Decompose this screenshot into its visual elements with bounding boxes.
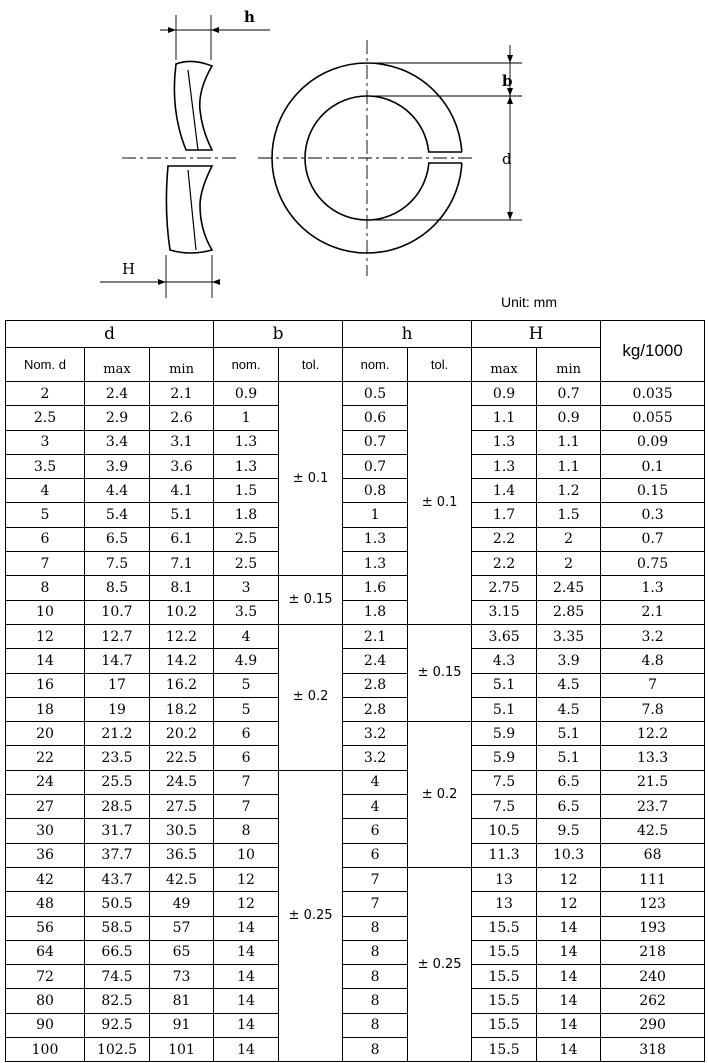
cell-H-min: 1.1 bbox=[537, 430, 601, 454]
table-row bbox=[6, 965, 705, 989]
cell-kg: 111 bbox=[601, 867, 705, 891]
cell-H-max: 5.1 bbox=[472, 673, 537, 697]
cell-d-max: 92.5 bbox=[85, 1013, 150, 1037]
table-row bbox=[6, 940, 705, 964]
cell-d-min: 5.1 bbox=[150, 503, 214, 527]
cell-h-nom: 0.6 bbox=[343, 406, 408, 430]
cell-nom-d: 42 bbox=[6, 867, 85, 891]
cell-H-min: 1.2 bbox=[537, 479, 601, 503]
cell-d-max: 2.4 bbox=[85, 382, 150, 406]
cell-h-tol: ± 0.25 bbox=[408, 867, 472, 1061]
cell-nom-d: 56 bbox=[6, 916, 85, 940]
cell-b-nom: 10 bbox=[214, 843, 279, 867]
cell-H-max: 1.3 bbox=[472, 430, 537, 454]
cell-nom-d: 7 bbox=[6, 552, 85, 576]
cell-d-max: 23.5 bbox=[85, 746, 150, 770]
cell-d-max: 3.4 bbox=[85, 430, 150, 454]
table-row bbox=[6, 552, 705, 576]
cell-H-max: 5.9 bbox=[472, 722, 537, 746]
cell-d-min: 3.6 bbox=[150, 454, 214, 478]
cell-kg: 318 bbox=[601, 1038, 705, 1062]
cell-H-min: 3.9 bbox=[537, 649, 601, 673]
cell-nom-d: 14 bbox=[6, 649, 85, 673]
cell-b-nom: 6 bbox=[214, 722, 279, 746]
header-b-nom: nom. bbox=[214, 348, 279, 382]
cell-kg: 2.1 bbox=[601, 600, 705, 624]
header-h: h bbox=[343, 321, 472, 348]
cell-b-nom: 0.9 bbox=[214, 382, 279, 406]
cell-b-nom: 3 bbox=[214, 576, 279, 600]
cell-h-tol: ± 0.1 bbox=[408, 382, 472, 625]
cell-d-min: 7.1 bbox=[150, 552, 214, 576]
cell-H-min: 14 bbox=[537, 989, 601, 1013]
cell-d-min: 27.5 bbox=[150, 795, 214, 819]
cell-H-max: 15.5 bbox=[472, 1013, 537, 1037]
cell-nom-d: 80 bbox=[6, 989, 85, 1013]
cell-h-nom: 8 bbox=[343, 916, 408, 940]
cell-nom-d: 48 bbox=[6, 892, 85, 916]
cell-H-max: 1.4 bbox=[472, 479, 537, 503]
cell-d-min: 3.1 bbox=[150, 430, 214, 454]
cell-b-nom: 14 bbox=[214, 916, 279, 940]
table-row bbox=[6, 746, 705, 770]
cell-d-min: 91 bbox=[150, 1013, 214, 1037]
cell-H-max: 2.2 bbox=[472, 552, 537, 576]
cell-d-min: 22.5 bbox=[150, 746, 214, 770]
cell-d-max: 14.7 bbox=[85, 649, 150, 673]
cell-h-nom: 8 bbox=[343, 965, 408, 989]
cell-b-nom: 12 bbox=[214, 867, 279, 891]
table-row bbox=[6, 649, 705, 673]
cell-b-nom: 2.5 bbox=[214, 527, 279, 551]
cell-kg: 4.8 bbox=[601, 649, 705, 673]
cell-H-min: 0.9 bbox=[537, 406, 601, 430]
cell-d-max: 19 bbox=[85, 697, 150, 721]
table-row bbox=[6, 867, 705, 891]
cell-kg: 193 bbox=[601, 916, 705, 940]
header-h-nom: nom. bbox=[343, 348, 408, 382]
cell-b-nom: 14 bbox=[214, 1038, 279, 1062]
label-H: H bbox=[122, 260, 136, 278]
cell-h-nom: 6 bbox=[343, 843, 408, 867]
cell-H-max: 2.2 bbox=[472, 527, 537, 551]
cell-d-max: 10.7 bbox=[85, 600, 150, 624]
cell-h-nom: 1.3 bbox=[343, 527, 408, 551]
cell-kg: 0.055 bbox=[601, 406, 705, 430]
cell-h-nom: 4 bbox=[343, 770, 408, 794]
cell-d-max: 21.2 bbox=[85, 722, 150, 746]
table-row bbox=[6, 697, 705, 721]
cell-d-max: 28.5 bbox=[85, 795, 150, 819]
cell-H-max: 7.5 bbox=[472, 795, 537, 819]
cell-kg: 0.15 bbox=[601, 479, 705, 503]
cell-d-max: 4.4 bbox=[85, 479, 150, 503]
cell-h-nom: 2.1 bbox=[343, 624, 408, 648]
cell-kg: 0.75 bbox=[601, 552, 705, 576]
header-d-min: min bbox=[150, 348, 214, 382]
cell-d-min: 30.5 bbox=[150, 819, 214, 843]
cell-nom-d: 24 bbox=[6, 770, 85, 794]
cell-b-nom: 4 bbox=[214, 624, 279, 648]
cell-d-max: 37.7 bbox=[85, 843, 150, 867]
cell-d-min: 6.1 bbox=[150, 527, 214, 551]
cell-b-nom: 14 bbox=[214, 965, 279, 989]
cell-d-min: 73 bbox=[150, 965, 214, 989]
cell-h-nom: 1.6 bbox=[343, 576, 408, 600]
cell-nom-d: 18 bbox=[6, 697, 85, 721]
cell-b-nom: 2.5 bbox=[214, 552, 279, 576]
cell-h-nom: 1.8 bbox=[343, 600, 408, 624]
cell-b-nom: 8 bbox=[214, 819, 279, 843]
cell-kg: 7.8 bbox=[601, 697, 705, 721]
cell-h-nom: 2.8 bbox=[343, 697, 408, 721]
cell-h-nom: 8 bbox=[343, 1013, 408, 1037]
cell-H-min: 3.35 bbox=[537, 624, 601, 648]
cell-d-max: 74.5 bbox=[85, 965, 150, 989]
cell-nom-d: 64 bbox=[6, 940, 85, 964]
table-row bbox=[6, 843, 705, 867]
table-row bbox=[6, 430, 705, 454]
cell-b-nom: 6 bbox=[214, 746, 279, 770]
cell-H-max: 2.75 bbox=[472, 576, 537, 600]
cell-h-nom: 6 bbox=[343, 819, 408, 843]
cell-d-max: 12.7 bbox=[85, 624, 150, 648]
cell-kg: 218 bbox=[601, 940, 705, 964]
cell-H-max: 11.3 bbox=[472, 843, 537, 867]
cell-b-tol: ± 0.2 bbox=[279, 624, 343, 770]
cell-H-max: 1.1 bbox=[472, 406, 537, 430]
cell-d-min: 20.2 bbox=[150, 722, 214, 746]
cell-nom-d: 27 bbox=[6, 795, 85, 819]
cell-h-nom: 2.4 bbox=[343, 649, 408, 673]
cell-H-max: 3.65 bbox=[472, 624, 537, 648]
table-row bbox=[6, 576, 705, 600]
cell-d-min: 10.2 bbox=[150, 600, 214, 624]
cell-b-tol: ± 0.25 bbox=[279, 770, 343, 1062]
cell-H-min: 14 bbox=[537, 1038, 601, 1062]
cell-nom-d: 2 bbox=[6, 382, 85, 406]
cell-d-min: 42.5 bbox=[150, 867, 214, 891]
cell-b-nom: 7 bbox=[214, 795, 279, 819]
table-row bbox=[6, 795, 705, 819]
table-row bbox=[6, 989, 705, 1013]
cell-d-min: 57 bbox=[150, 916, 214, 940]
cell-d-max: 50.5 bbox=[85, 892, 150, 916]
cell-h-nom: 3.2 bbox=[343, 722, 408, 746]
cell-H-min: 9.5 bbox=[537, 819, 601, 843]
header-kg-per-1000: kg/1000 bbox=[601, 321, 705, 382]
cell-nom-d: 90 bbox=[6, 1013, 85, 1037]
cell-d-min: 14.2 bbox=[150, 649, 214, 673]
cell-H-max: 15.5 bbox=[472, 916, 537, 940]
cell-H-min: 2 bbox=[537, 527, 601, 551]
cell-b-nom: 1.3 bbox=[214, 454, 279, 478]
table-row bbox=[6, 722, 705, 746]
cell-d-max: 2.9 bbox=[85, 406, 150, 430]
cell-nom-d: 3.5 bbox=[6, 454, 85, 478]
cell-d-min: 16.2 bbox=[150, 673, 214, 697]
cell-H-min: 0.7 bbox=[537, 382, 601, 406]
cell-H-min: 1.1 bbox=[537, 454, 601, 478]
cell-b-nom: 14 bbox=[214, 1013, 279, 1037]
cell-b-nom: 5 bbox=[214, 673, 279, 697]
cell-nom-d: 5 bbox=[6, 503, 85, 527]
cell-b-tol: ± 0.15 bbox=[279, 576, 343, 625]
cell-kg: 3.2 bbox=[601, 624, 705, 648]
cell-b-nom: 5 bbox=[214, 697, 279, 721]
cell-nom-d: 22 bbox=[6, 746, 85, 770]
table-row bbox=[6, 916, 705, 940]
header-d: d bbox=[6, 321, 214, 348]
cell-kg: 42.5 bbox=[601, 819, 705, 843]
sub-header-row bbox=[6, 348, 705, 382]
cell-H-max: 15.5 bbox=[472, 940, 537, 964]
cell-kg: 0.1 bbox=[601, 454, 705, 478]
cell-b-nom: 14 bbox=[214, 940, 279, 964]
header-nom-d: Nom. d bbox=[6, 348, 85, 382]
cell-H-min: 14 bbox=[537, 940, 601, 964]
cell-d-min: 2.1 bbox=[150, 382, 214, 406]
cell-d-max: 6.5 bbox=[85, 527, 150, 551]
label-h: h bbox=[244, 8, 255, 26]
cell-h-nom: 8 bbox=[343, 1038, 408, 1062]
cell-b-nom: 1.3 bbox=[214, 430, 279, 454]
cell-d-min: 65 bbox=[150, 940, 214, 964]
table-row bbox=[6, 503, 705, 527]
washer-drawing bbox=[0, 0, 708, 318]
cell-H-min: 5.1 bbox=[537, 746, 601, 770]
cell-h-tol: ± 0.2 bbox=[408, 722, 472, 868]
spec-table-body bbox=[6, 382, 705, 1062]
cell-H-max: 1.7 bbox=[472, 503, 537, 527]
table-row bbox=[6, 382, 705, 406]
cell-H-min: 2.45 bbox=[537, 576, 601, 600]
cell-d-min: 49 bbox=[150, 892, 214, 916]
cell-kg: 12.2 bbox=[601, 722, 705, 746]
cell-b-nom: 4.9 bbox=[214, 649, 279, 673]
cell-nom-d: 20 bbox=[6, 722, 85, 746]
cell-H-min: 14 bbox=[537, 916, 601, 940]
cell-d-max: 5.4 bbox=[85, 503, 150, 527]
cell-nom-d: 8 bbox=[6, 576, 85, 600]
cell-H-min: 1.5 bbox=[537, 503, 601, 527]
cell-H-min: 2 bbox=[537, 552, 601, 576]
cell-H-max: 4.3 bbox=[472, 649, 537, 673]
cell-nom-d: 100 bbox=[6, 1038, 85, 1062]
cell-H-min: 4.5 bbox=[537, 673, 601, 697]
cell-b-tol: ± 0.1 bbox=[279, 382, 343, 576]
cell-kg: 240 bbox=[601, 965, 705, 989]
cell-d-min: 36.5 bbox=[150, 843, 214, 867]
cell-H-max: 0.9 bbox=[472, 382, 537, 406]
cell-nom-d: 16 bbox=[6, 673, 85, 697]
cell-kg: 0.3 bbox=[601, 503, 705, 527]
cell-H-max: 15.5 bbox=[472, 1038, 537, 1062]
cell-kg: 123 bbox=[601, 892, 705, 916]
cell-h-nom: 7 bbox=[343, 892, 408, 916]
cell-H-max: 3.15 bbox=[472, 600, 537, 624]
cell-nom-d: 36 bbox=[6, 843, 85, 867]
table-row bbox=[6, 1013, 705, 1037]
cell-kg: 0.09 bbox=[601, 430, 705, 454]
cell-d-max: 8.5 bbox=[85, 576, 150, 600]
header-d-max: max bbox=[85, 348, 150, 382]
cell-d-max: 43.7 bbox=[85, 867, 150, 891]
cell-d-max: 3.9 bbox=[85, 454, 150, 478]
cell-d-max: 102.5 bbox=[85, 1038, 150, 1062]
cell-H-max: 10.5 bbox=[472, 819, 537, 843]
cell-H-max: 5.1 bbox=[472, 697, 537, 721]
cell-H-max: 7.5 bbox=[472, 770, 537, 794]
cell-h-tol: ± 0.15 bbox=[408, 624, 472, 721]
cell-H-max: 13 bbox=[472, 892, 537, 916]
table-row bbox=[6, 600, 705, 624]
cell-d-max: 25.5 bbox=[85, 770, 150, 794]
cell-nom-d: 4 bbox=[6, 479, 85, 503]
cell-d-min: 18.2 bbox=[150, 697, 214, 721]
header-H-min: min bbox=[537, 348, 601, 382]
cell-b-nom: 12 bbox=[214, 892, 279, 916]
table-row bbox=[6, 406, 705, 430]
cell-h-nom: 8 bbox=[343, 940, 408, 964]
table-row bbox=[6, 673, 705, 697]
cell-kg: 262 bbox=[601, 989, 705, 1013]
table-row bbox=[6, 770, 705, 794]
cell-H-min: 14 bbox=[537, 965, 601, 989]
cell-H-min: 6.5 bbox=[537, 795, 601, 819]
washer-side-upper bbox=[174, 61, 212, 150]
cell-nom-d: 72 bbox=[6, 965, 85, 989]
cell-d-min: 12.2 bbox=[150, 624, 214, 648]
cell-H-min: 12 bbox=[537, 867, 601, 891]
cell-d-min: 101 bbox=[150, 1038, 214, 1062]
cell-b-nom: 7 bbox=[214, 770, 279, 794]
cell-H-min: 5.1 bbox=[537, 722, 601, 746]
cell-h-nom: 0.7 bbox=[343, 430, 408, 454]
cell-kg: 23.7 bbox=[601, 795, 705, 819]
cell-d-max: 82.5 bbox=[85, 989, 150, 1013]
cell-h-nom: 7 bbox=[343, 867, 408, 891]
cell-h-nom: 1 bbox=[343, 503, 408, 527]
cell-H-max: 1.3 bbox=[472, 454, 537, 478]
table-row bbox=[6, 454, 705, 478]
unit-label: Unit: mm bbox=[501, 294, 557, 310]
cell-d-max: 17 bbox=[85, 673, 150, 697]
cell-d-max: 31.7 bbox=[85, 819, 150, 843]
table-row bbox=[6, 624, 705, 648]
cell-nom-d: 3 bbox=[6, 430, 85, 454]
table-row bbox=[6, 1038, 705, 1062]
cell-kg: 21.5 bbox=[601, 770, 705, 794]
cell-h-nom: 1.3 bbox=[343, 552, 408, 576]
cell-h-nom: 3.2 bbox=[343, 746, 408, 770]
table-row bbox=[6, 892, 705, 916]
cell-H-max: 5.9 bbox=[472, 746, 537, 770]
cell-b-nom: 3.5 bbox=[214, 600, 279, 624]
cell-kg: 0.035 bbox=[601, 382, 705, 406]
cell-H-min: 6.5 bbox=[537, 770, 601, 794]
cell-H-min: 4.5 bbox=[537, 697, 601, 721]
table-row bbox=[6, 819, 705, 843]
cell-h-nom: 2.8 bbox=[343, 673, 408, 697]
cell-d-max: 7.5 bbox=[85, 552, 150, 576]
cell-h-nom: 0.7 bbox=[343, 454, 408, 478]
spring-washer-spec-table bbox=[5, 320, 705, 1062]
cell-H-max: 13 bbox=[472, 867, 537, 891]
label-b: b bbox=[502, 72, 513, 90]
cell-h-nom: 8 bbox=[343, 989, 408, 1013]
cell-d-min: 24.5 bbox=[150, 770, 214, 794]
cell-kg: 290 bbox=[601, 1013, 705, 1037]
header-b-tol: tol. bbox=[279, 348, 343, 382]
group-header-row bbox=[6, 321, 705, 348]
cell-d-min: 8.1 bbox=[150, 576, 214, 600]
cell-d-min: 2.6 bbox=[150, 406, 214, 430]
cell-h-nom: 4 bbox=[343, 795, 408, 819]
header-H: H bbox=[472, 321, 601, 348]
cell-H-min: 14 bbox=[537, 1013, 601, 1037]
cell-H-min: 10.3 bbox=[537, 843, 601, 867]
label-d: d bbox=[502, 150, 512, 168]
cell-nom-d: 30 bbox=[6, 819, 85, 843]
cell-nom-d: 10 bbox=[6, 600, 85, 624]
header-h-tol: tol. bbox=[408, 348, 472, 382]
cell-d-max: 58.5 bbox=[85, 916, 150, 940]
cell-b-nom: 14 bbox=[214, 989, 279, 1013]
cell-nom-d: 12 bbox=[6, 624, 85, 648]
cell-H-max: 15.5 bbox=[472, 965, 537, 989]
cell-d-min: 81 bbox=[150, 989, 214, 1013]
cell-b-nom: 1.5 bbox=[214, 479, 279, 503]
cell-kg: 13.3 bbox=[601, 746, 705, 770]
table-row bbox=[6, 527, 705, 551]
cell-b-nom: 1.8 bbox=[214, 503, 279, 527]
cell-h-nom: 0.8 bbox=[343, 479, 408, 503]
table-row bbox=[6, 479, 705, 503]
header-H-max: max bbox=[472, 348, 537, 382]
cell-nom-d: 2.5 bbox=[6, 406, 85, 430]
cell-h-nom: 0.5 bbox=[343, 382, 408, 406]
cell-d-min: 4.1 bbox=[150, 479, 214, 503]
cell-kg: 1.3 bbox=[601, 576, 705, 600]
cell-kg: 7 bbox=[601, 673, 705, 697]
cell-H-max: 15.5 bbox=[472, 989, 537, 1013]
cell-kg: 0.7 bbox=[601, 527, 705, 551]
cell-H-min: 2.85 bbox=[537, 600, 601, 624]
cell-nom-d: 6 bbox=[6, 527, 85, 551]
header-b: b bbox=[214, 321, 343, 348]
cell-kg: 68 bbox=[601, 843, 705, 867]
cell-d-max: 66.5 bbox=[85, 940, 150, 964]
cell-H-min: 12 bbox=[537, 892, 601, 916]
cell-b-nom: 1 bbox=[214, 406, 279, 430]
